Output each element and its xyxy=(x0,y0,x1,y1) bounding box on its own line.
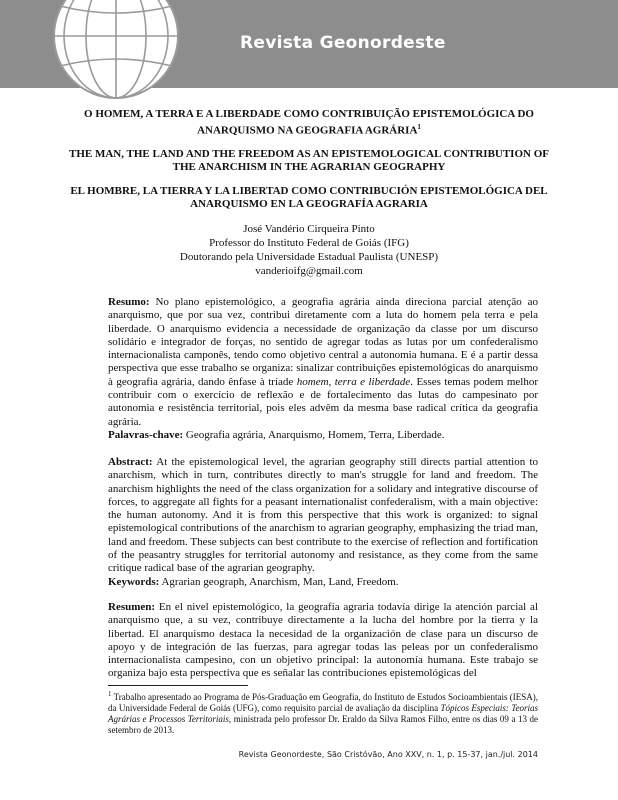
footnote-mark: 1 xyxy=(108,690,112,698)
title-portuguese xyxy=(60,108,558,138)
title-english: THE MAN, THE LAND AND THE FREEDOM AS AN EPISTEMOLOGICAL CONTRIBUTION OF THE ANARCHISM IN THE AGRARIAN GEOGRAPHY xyxy=(68,148,549,173)
footnote-text-italic: Tópicos Especiais: Teorias Agrárias e Processos Territoriais xyxy=(108,703,538,724)
author-block xyxy=(60,222,558,278)
abstract-text: At the epistemological level, the agrarian geography still directs partial attention to anarchism, which in turn, contributes directly to man's struggle for land and freedom. The anarchism highlights the need of the class organization for a solidary and integrative discourse of forces, to aggregate all fights for a peasant internationalist confederalism, with a main objective: the human autonomy. And it is from this perspective that this work is organized: to signal epistemological contributions of the anarchism to agrarian geography, emphasizing the triad man, land and freedom. These subjects can best contribute to the exercise of reflection and fortification of the peasantry struggles for territorial autonomy and resistance, as they come from the same critique radical base of the agrarian geography. xyxy=(108,456,538,575)
keywords-label: Keywords: xyxy=(108,575,160,588)
journal-name: Revista Geonordeste xyxy=(240,33,446,53)
palavras-chave-label: Palavras-chave: xyxy=(108,428,184,441)
abstract-section xyxy=(108,456,538,589)
title-portuguese-text: O HOMEM, A TERRA E A LIBERDADE COMO CONTRIBUIÇÃO EPISTEMOLÓGICA DO ANARQUISMO NA GEOGRAFIA AGRÁRIA xyxy=(84,108,534,137)
resumen-text: En el nivel epistemológico, la geografía agraria todavía dirige la atención parcial al anarquismo que, a su vez, contribuye directamente a la lucha del hombre por la tierra y la libertad. El anarquismo destaca la necesidad de la organización de clase para un discurso de apoyo y de integración de las fuerzas, para agregar todas las peleas por un confederalismo internacionalista campesino, con un objetivo principal: la autonomía humana. Este trabajo se organiza bajo esta perspectiva que es señalar las contribuciones epistemológicas del xyxy=(108,601,538,680)
resumo-section xyxy=(108,296,538,442)
keywords-text: Agrarian geograph, Anarchism, Man, Land, Freedom. xyxy=(159,575,399,588)
keywords xyxy=(108,576,538,589)
footnote-text-b: , ministrada pelo professor Dr. Eraldo da Silva Ramos Filho, entre os dias 09 a 13 de setembro de 2013. xyxy=(108,714,538,735)
journal-logo-globe-icon xyxy=(44,0,184,100)
resumo-text-b: . Esses temas podem melhor contribuir com o exercício de reflexão e de fortalecimento das lutas do campesinato por autonomia e resistência territorial, pois eles advêm da mesma base radical crítica da geografia agrária. xyxy=(108,375,539,428)
author-name: José Vandério Cirqueira Pinto xyxy=(243,223,375,235)
palavras-chave-text: Geografia agrária, Anarquismo, Homem, Terra, Liberdade. xyxy=(183,428,445,441)
resumen-label: Resumen: xyxy=(108,601,156,613)
author-email[interactable]: vanderioifg@gmail.com xyxy=(255,265,363,277)
abstract-label: Abstract: xyxy=(108,456,153,468)
resumo-text-a: No plano epistemológico, a geografia agrária ainda direciona parcial atenção ao anarquismo, que por sua vez, contribui diretamente com a luta do homem pela terra e pela liberdade. O anarquismo evidencia a necessidade de organização da classe por um discurso solidário e integrador de forças, no sentido de agregar todas as lutas por um confederalismo internacionalista camponês, tendo como objetivo central a autonomia humana. E é a partir dessa perspectiva que esse trabalho se organiza: sinalizar contribuições epistemológicas do anarquismo à geografia agrária, dando ênfase à tríade xyxy=(108,296,538,388)
author-doctorate: Doutorando pela Universidade Estadual Paulista (UNESP) xyxy=(179,251,439,263)
resumen-section xyxy=(108,601,538,681)
author-affiliation: Professor do Instituto Federal de Goiás (IFG) xyxy=(209,237,409,249)
title-footnote-mark[interactable]: 1 xyxy=(417,123,421,131)
resumo-text-italic: homem, terra e liberdade xyxy=(296,375,411,388)
footnote xyxy=(108,689,538,736)
footnote-divider xyxy=(108,685,248,686)
footnote-text-a: Trabalho apresentado ao Programa de Pós-Graduação em Geografia, do Instituto de Estudos Socioambientais (IESA), da Universidade Federal de Goiás (UFG), como requisito parcial de avaliação da disciplina xyxy=(108,692,538,713)
palavras-chave xyxy=(108,429,538,442)
footer-citation: Revista Geonordeste, São Cristóvão, Ano XXV, n. 1, p. 15-37, jan./jul. 2014 xyxy=(238,750,538,759)
resumo-label: Resumo: xyxy=(108,296,150,308)
title-spanish: EL HOMBRE, LA TIERRA Y LA LIBERTAD COMO CONTRIBUCIÓN EPISTEMOLÓGICA DEL ANARQUISMO EN LA GEOGRAFÍA AGRARIA xyxy=(70,185,548,210)
